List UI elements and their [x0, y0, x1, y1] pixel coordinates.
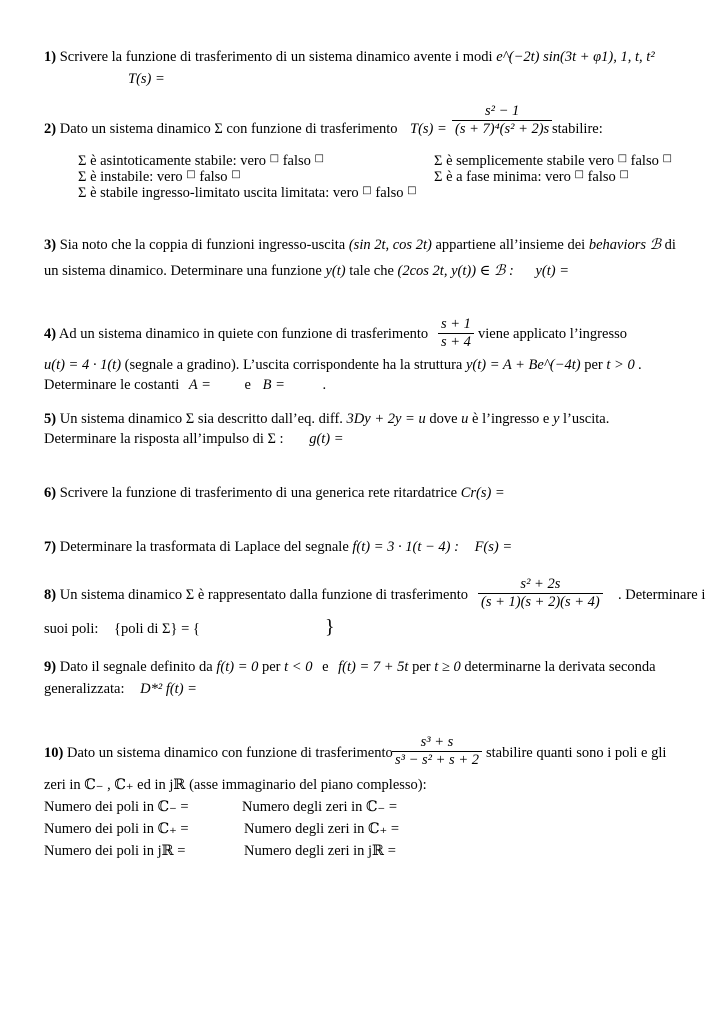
q2-item-2-false-label: falso — [199, 169, 228, 185]
q2-text-a: Dato un sistema dinamico Σ con funzione di trasferimento — [59, 121, 398, 137]
q2-item-3-false-checkbox[interactable]: □ — [619, 169, 629, 180]
q3-line2-b: tale che — [349, 263, 394, 279]
q7-number: 7) — [44, 539, 57, 555]
q4-line2-d: per — [584, 357, 603, 373]
q9-per1: per — [261, 659, 281, 675]
q10-text-a: Dato un sistema dinamico con funzione di trasferimento — [66, 745, 393, 761]
q10-number: 10) — [44, 745, 64, 761]
q4-tf-denominator: s + 4 — [438, 333, 474, 351]
q3-line2-a: un sistema dinamico. Determinare una funzione — [44, 263, 322, 279]
q2-item-4-true-checkbox[interactable]: □ — [362, 185, 372, 196]
q9-c1: f(t) = 0 — [216, 659, 259, 675]
q7-line — [44, 538, 512, 556]
q9-per2: per — [412, 659, 431, 675]
q5-line2: Determinare la risposta all’impulso di Σ : — [44, 431, 284, 447]
q3-yt: y(t) — [325, 263, 346, 279]
q4-transfer-function — [438, 316, 474, 351]
q5-answer: g(t) = — [309, 431, 344, 447]
q5-equation: 3Dy + 2y = u — [346, 411, 426, 427]
q2-item-0-true-checkbox[interactable]: □ — [269, 153, 280, 164]
q4-line2-e: t > 0 . — [606, 357, 642, 373]
q6-text: Scrivere la funzione di trasferimento di una generica rete ritardatrice — [59, 485, 458, 501]
q2-line — [44, 120, 398, 138]
q2-item-1-label: Σ è semplicemente stabile vero — [434, 153, 614, 169]
q4-A-label: A = — [188, 377, 211, 393]
q2-item-4-false-label: falso — [375, 185, 404, 201]
q4-number: 4) — [44, 326, 57, 342]
q9-line-1 — [44, 658, 656, 676]
q10-row-0-zeros: Numero degli zeri in ℂ₋ = — [242, 799, 398, 815]
q10-line-1 — [44, 744, 393, 762]
q3-line1-a: Sia noto che la coppia di funzioni ingresso-uscita — [59, 237, 346, 253]
q9-answer: D*² f(t) = — [140, 681, 197, 697]
q3-line-1 — [44, 236, 676, 254]
q7-text: Determinare la trasformata di Laplace del segnale — [59, 539, 349, 555]
q6-answer: Cr(s) = — [460, 485, 505, 501]
q3-line1-c: di — [664, 237, 676, 253]
q10-row-2-poles: Numero dei poli in jℝ = — [44, 843, 186, 859]
q2-text-b: stabilire: — [552, 121, 603, 137]
q10-text-b: stabilire quanti sono i poli e gli — [486, 745, 667, 761]
q7-answer: F(s) = — [474, 539, 513, 555]
q2-item-0-false-checkbox[interactable]: □ — [314, 153, 324, 164]
q9-c2: t < 0 — [284, 659, 313, 675]
q10-line-2: zeri in ℂ₋ , ℂ₊ ed in jℝ (asse immaginario del piano complesso): — [44, 777, 427, 793]
q9-number: 9) — [44, 659, 57, 675]
q3-set-symbol: ℬ — [649, 237, 662, 253]
q1-modes: e^(−2t) sin(3t + φ1), 1, t, t² — [496, 49, 655, 65]
q4-tf-numerator: s + 1 — [441, 316, 471, 332]
q4-line2-b: (segnale a gradino). L’uscita corrispondente ha la struttura — [124, 357, 463, 373]
q4-output: y(t) = A + Be^(−4t) — [465, 357, 581, 373]
q8-line-1 — [44, 586, 468, 604]
q2-item-3-false-label: falso — [587, 169, 616, 185]
q2-item-0-false-label: falso — [282, 153, 311, 169]
q2-tf-numerator: s² − 1 — [484, 103, 520, 119]
q8-answer: {poli di Σ} = { — [114, 621, 200, 637]
q5-line1-b: dove — [429, 411, 458, 427]
q8-text: Un sistema dinamico Σ è rappresentato dalla funzione di trasferimento — [59, 587, 468, 603]
q9-line-2 — [44, 680, 197, 698]
q4-text-a: Ad un sistema dinamico in quiete con funzione di trasferimento — [58, 326, 429, 342]
q10-row-1-zeros: Numero degli zeri in ℂ₊ = — [244, 821, 400, 837]
q5-line1: Un sistema dinamico Σ sia descritto dall’eq. diff. — [59, 411, 343, 427]
q2-item-3-label: Σ è a fase minima: vero — [434, 169, 571, 185]
q5-line-2 — [44, 430, 344, 448]
q8-tf-denominator: (s + 1)(s + 2)(s + 4) — [478, 593, 603, 611]
q9-c4: t ≥ 0 — [434, 659, 461, 675]
q8-line2: suoi poli: — [44, 621, 99, 637]
q4-input: u(t) = 4 · 1(t) — [44, 357, 122, 373]
q5-number: 5) — [44, 411, 57, 427]
q2-item-3 — [434, 166, 629, 186]
q3-line-2 — [44, 262, 569, 280]
q10-row-2-zeros: Numero degli zeri in jℝ = — [244, 843, 396, 859]
q3-behaviors: behaviors — [588, 237, 647, 253]
q8-line-2 — [44, 620, 200, 638]
q3-answer: y(t) = — [535, 263, 570, 279]
q2-item-1-true-checkbox[interactable]: □ — [617, 153, 628, 164]
q3-line1-b: appartiene all’insieme dei — [435, 237, 586, 253]
q2-tf-lhs: T(s) = — [410, 121, 447, 137]
q2-item-2-false-checkbox[interactable]: □ — [231, 169, 241, 180]
q9-text-b: determinarne la derivata seconda — [464, 659, 656, 675]
q2-item-1-false-label: falso — [630, 153, 659, 169]
q2-item-4-label: Σ è stabile ingresso-limitato uscita limitata: vero — [78, 185, 359, 201]
q2-item-0-label: Σ è asintoticamente stabile: vero — [78, 153, 267, 169]
q8-text-b: . Determinare i — [618, 587, 706, 603]
q6-number: 6) — [44, 485, 57, 501]
q9-c3: f(t) = 7 + 5t — [338, 659, 409, 675]
q10-transfer-function — [392, 734, 482, 769]
q6-line — [44, 484, 505, 502]
q3-pair: (sin 2t, cos 2t) — [348, 237, 432, 253]
q2-item-3-true-checkbox[interactable]: □ — [574, 169, 584, 180]
q8-number: 8) — [44, 587, 57, 603]
q5-line1-d: l’uscita. — [563, 411, 610, 427]
q4-line3-e: . — [322, 377, 327, 393]
q3-pair2: (2cos 2t, y(t)) ∈ ℬ : — [397, 263, 514, 279]
q1-line — [44, 48, 655, 66]
q4-text-b: viene applicato l’ingresso — [478, 326, 627, 342]
q10-tf-denominator: s³ − s² + s + 2 — [392, 751, 482, 769]
q5-u: u — [461, 411, 469, 427]
q4-line-2 — [44, 356, 642, 374]
q4-line-1 — [44, 325, 428, 343]
q2-item-2-true-checkbox[interactable]: □ — [186, 169, 196, 180]
q4-B-label: B = — [262, 377, 285, 393]
q9-line2: generalizzata: — [44, 681, 125, 697]
q5-y: y — [552, 411, 560, 427]
q4-line3-c: e — [244, 377, 251, 393]
q10-tf-numerator: s³ + s — [420, 734, 454, 750]
q2-tf-denominator: (s + 7)⁴(s² + 2)s — [452, 120, 552, 138]
q5-line1-c: è l’ingresso e — [472, 411, 550, 427]
q8-tf-numerator: s² + 2s — [520, 576, 561, 592]
q10-row-1-poles: Numero dei poli in ℂ₊ = — [44, 821, 189, 837]
q2-transfer-function — [452, 103, 552, 138]
q4-line-3 — [44, 376, 326, 394]
q2-item-1-false-checkbox[interactable]: □ — [662, 153, 672, 164]
q8-transfer-function — [478, 576, 603, 611]
q1-number: 1) — [44, 49, 57, 65]
q2-item-4-false-checkbox[interactable]: □ — [407, 185, 417, 196]
q2-number: 2) — [44, 121, 57, 137]
q3-number: 3) — [44, 237, 57, 253]
q8-closing-brace: } — [325, 616, 335, 638]
q2-item-4 — [78, 182, 417, 202]
q9-and: e — [322, 659, 329, 675]
q1-answer-label: T(s) = — [128, 71, 165, 87]
q5-line-1 — [44, 410, 609, 428]
q1-text: Scrivere la funzione di trasferimento di un sistema dinamico avente i modi — [59, 49, 493, 65]
q7-signal: f(t) = 3 · 1(t − 4) : — [352, 539, 459, 555]
q10-row-0-poles: Numero dei poli in ℂ₋ = — [44, 799, 189, 815]
q9-text-a: Dato il segnale definito da — [59, 659, 213, 675]
q4-line3-a: Determinare le costanti — [44, 377, 180, 393]
q2-item-2-label: Σ è instabile: vero — [78, 169, 183, 185]
